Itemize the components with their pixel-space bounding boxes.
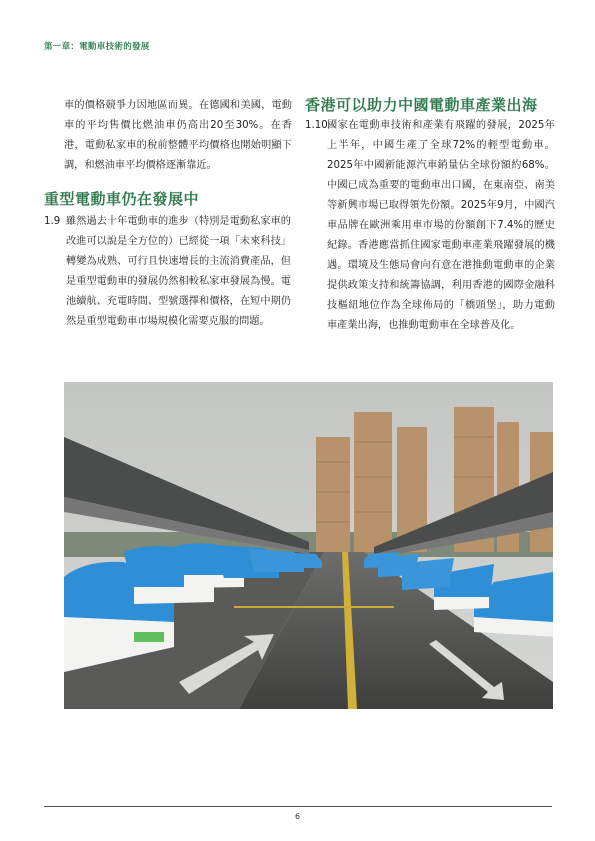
section-heading-heavy-ev: 重型電動車仍在發展中 <box>44 190 200 208</box>
paragraph-text: 國家在電動車技術和產業有飛躍的發展，2025年上半年，中國生產了全球72%的輕型電動車。2025年中國新能源汽車銷量佔全球份額約68%。中國已成為重要的電動車出口國，在東南亞、南美等新興市場已取得領先份額。2025年9月，中國汽車品牌在歐洲乘用車市場的份額創下7.4%的歷史紀錄。香港應當抓住國家電動車產業飛躍發展的機遇。環境及生態局會向有意在港推動電動車的企業提供政策支持和統籌協調，利用香港的國際金融科技樞紐地位作為全球佈局的「橋頭堡」，助力電動車產業出海，也推動電動車在全球普及化。 <box>327 120 555 331</box>
intro-paragraph: 車的價格競爭力因地區而異。在德國和美國，電動車的平均售價比燃油車仍高出20至30%。在香港，電動私家車的稅前整體平均價格也開始明顯下調，和燃油車平均價格逐漸靠近。 <box>64 100 292 171</box>
page-number: 6 <box>294 812 301 821</box>
chapter-header: 第一章：電動車技術的發展 <box>44 42 150 52</box>
paragraph-1-10 <box>305 116 557 366</box>
section-heading-hk-ev-export: 香港可以助力中國電動車產業出海 <box>305 96 538 114</box>
paragraph-text: 雖然過去十年電動車的進步（特別是電動私家車的改進可以說是全方位的）已經從一項「未來科技」轉變為成熟、可行且快速增長的主流消費產品，但是重型電動車的發展仍然相較私家車發展為慢。電池續航、充電時間、型號選擇和價格，在短中期仍然是重型電動車市場規模化需要克服的問題。 <box>66 216 291 327</box>
paragraph-number: 1.9 <box>44 216 61 227</box>
paragraph-number: 1.10 <box>305 120 328 131</box>
electric-taxi-fleet-photo <box>64 382 553 709</box>
paragraph-1-9 <box>44 212 294 362</box>
footer-divider <box>44 806 552 807</box>
